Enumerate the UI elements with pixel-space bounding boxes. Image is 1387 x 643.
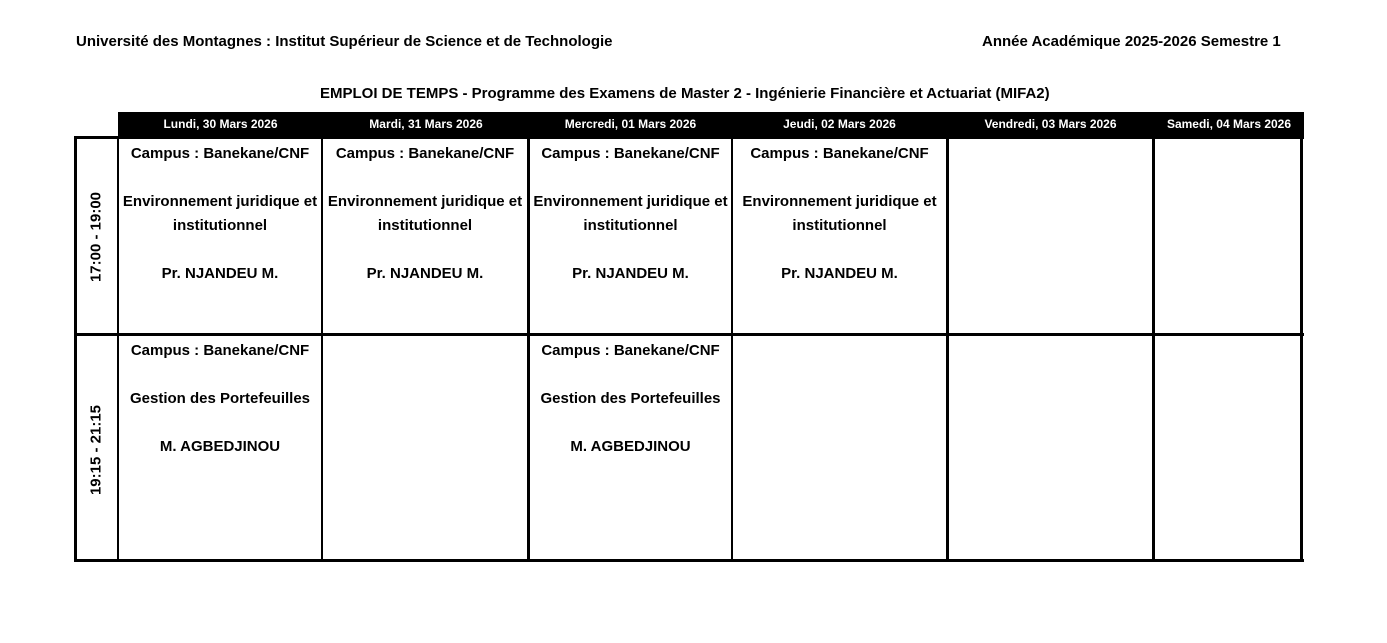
grid-line-left — [74, 136, 77, 562]
day-header-friday: Vendredi, 03 Mars 2026 — [947, 112, 1154, 136]
grid-line-right — [1300, 136, 1303, 562]
exam-campus: Campus : Banekane/CNF — [130, 145, 310, 162]
grid-line-col-6 — [1152, 136, 1155, 562]
day-header-tuesday: Mardi, 31 Mars 2026 — [323, 112, 529, 136]
schedule-title: EMPLOI DE TEMPS - Programme des Examens de Master 2 - Ingénierie Financière et Actuariat (MIFA2) — [320, 85, 1050, 102]
exam-cell — [733, 139, 946, 286]
exam-campus: Campus : Banekane/CNF — [541, 145, 720, 162]
exam-professor: M. AGBEDJINOU — [570, 438, 691, 455]
exam-course: Environnement juridique et institutionnel — [742, 193, 937, 234]
time-slot-label: 17:00 - 19:00 — [87, 191, 105, 283]
institution-name: Université des Montagnes : Institut Supérieur de Science et de Technologie — [76, 33, 613, 50]
exam-campus: Campus : Banekane/CNF — [750, 145, 929, 162]
exam-course: Environnement juridique et institutionnel — [327, 193, 523, 234]
day-header-wednesday: Mercredi, 01 Mars 2026 — [529, 112, 732, 136]
exam-course: Gestion des Portefeuilles — [540, 390, 721, 407]
day-header-saturday: Samedi, 04 Mars 2026 — [1154, 112, 1304, 136]
exam-cell — [530, 139, 731, 286]
exam-cell — [119, 336, 321, 459]
exam-professor: Pr. NJANDEU M. — [572, 265, 689, 282]
exam-campus: Campus : Banekane/CNF — [541, 342, 720, 359]
exam-cell — [119, 139, 321, 286]
exam-professor: M. AGBEDJINOU — [159, 438, 281, 455]
exam-professor: Pr. NJANDEU M. — [366, 265, 484, 282]
exam-course: Environnement juridique et institutionnel — [533, 193, 728, 234]
academic-year: Année Académique 2025-2026 Semestre 1 — [982, 33, 1281, 50]
exam-course: Gestion des Portefeuilles — [129, 390, 311, 407]
exam-professor: Pr. NJANDEU M. — [161, 265, 279, 282]
exam-course: Environnement juridique et institutionnel — [122, 193, 318, 234]
day-header-monday: Lundi, 30 Mars 2026 — [118, 112, 323, 136]
time-slot-label: 19:15 - 21:15 — [87, 404, 105, 496]
exam-professor: Pr. NJANDEU M. — [781, 265, 898, 282]
exam-cell — [323, 139, 527, 286]
exam-campus: Campus : Banekane/CNF — [335, 145, 515, 162]
exam-cell — [530, 336, 731, 459]
day-header-thursday: Jeudi, 02 Mars 2026 — [732, 112, 947, 136]
exam-campus: Campus : Banekane/CNF — [130, 342, 310, 359]
grid-line-bottom — [74, 559, 1304, 562]
grid-line-col-5 — [946, 136, 949, 562]
